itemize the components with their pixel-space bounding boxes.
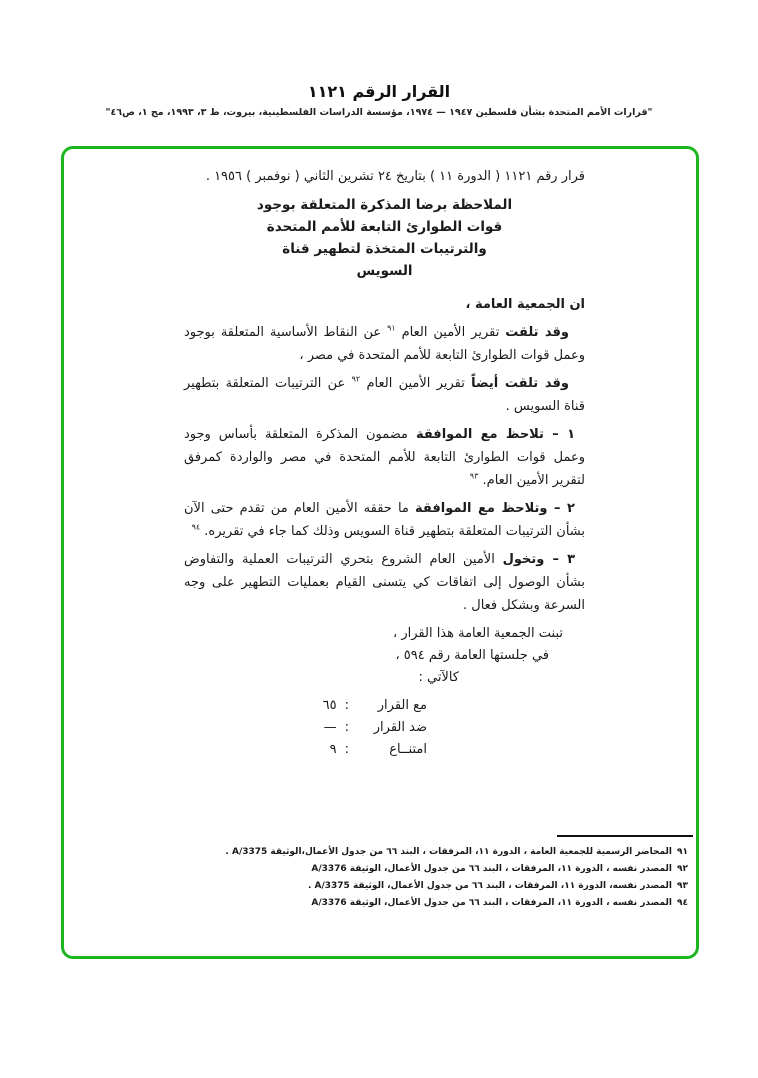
vote-value: —	[323, 720, 337, 735]
footnote-ref: ٩١	[387, 323, 396, 333]
resolution-title-block	[184, 194, 585, 282]
vote-colon: :	[344, 742, 349, 757]
footnote-ref: ٩٣	[469, 471, 479, 481]
item-number: ٣ –	[544, 552, 575, 567]
item-number: ٢ –	[547, 501, 575, 516]
document-title: القرار الرقم ١١٢١	[307, 82, 451, 101]
paragraph-lead: تلاحظ مع الموافقة	[415, 427, 544, 442]
footnote-text: المصدر نفسه، الدورة ١١، المرفقات ، البند ٦٦ من جدول الأعمال، الوثيقة A/3375 .	[307, 881, 672, 891]
footnote-separator	[557, 835, 693, 837]
resolution-title-line: قوات الطوارئ التابعة للأمم المتحدة	[266, 219, 503, 235]
session-line: في جلستها العامة رقم ٥٩٤ ،	[395, 648, 549, 663]
paragraph-text: مضمون المذكرة المتعلقة بأساس وجود وعمل قوات الطوارئ التابعة للأمم المتحدة في مصر والواردة كمرفق لتقرير الأمين العام.	[184, 427, 585, 488]
vote-label: ضد القرار	[373, 720, 427, 735]
footnote-ref: ٩٤	[191, 522, 201, 532]
paragraph-lead: وقد تلقت	[505, 325, 569, 340]
paragraph-text: عن الترتيبات المتعلقة بتطهير قناة السويس .	[184, 376, 585, 414]
adoption-line: تبنت الجمعية العامة هذا القرار ،	[393, 626, 563, 641]
vote-colon: :	[344, 720, 349, 735]
footnote-text: المصدر نفسه ، الدورة ١١، المرفقات ، البند ٦٦ من جدول الأعمال، الوثيقة A/3376	[311, 898, 672, 908]
paragraph-lead: وقد تلقت أيضاً	[471, 376, 569, 391]
vote-value: ٩	[329, 742, 337, 757]
vote-value: ٦٥	[322, 698, 337, 713]
adoption-block	[184, 623, 585, 689]
result-intro-line: كالآتي :	[418, 670, 459, 685]
paragraph-text: تقرير الأمين العام	[395, 325, 506, 340]
footnote-number: ٩٤	[677, 898, 688, 908]
footnote-text: المصدر نفسه ، الدورة ١١، المرفقات ، البند ٦٦ من جدول الأعمال، الوثيقة A/3376	[311, 864, 672, 874]
operative-paragraph	[184, 423, 585, 492]
operative-paragraph	[184, 497, 585, 543]
annotation-highlight-box	[61, 146, 699, 959]
vote-label: امتنــاع	[389, 742, 427, 757]
resolution-title-line: الملاحظة برضا المذكرة المتعلقة بوجود	[256, 197, 513, 213]
footnote-number: ٩٢	[677, 864, 688, 874]
vote-row	[184, 717, 427, 739]
footnote-number: ٩١	[677, 847, 688, 857]
paragraph-text: ما حققه الأمين العام من تقدم حتى الآن بشأن الترتيبات المتعلقة بتطهير قناة السويس وذلك كما جاء في تقريره.	[184, 501, 585, 539]
vote-results	[184, 695, 427, 761]
footnote-ref: ٩٢	[351, 374, 361, 384]
paragraph-text: عن النقاط الأساسية المتعلقة بوجود وعمل قوات الطوارئ التابعة للأمم المتحدة في مصر ،	[184, 325, 585, 363]
vote-colon: :	[344, 698, 349, 713]
resolution-body	[64, 149, 696, 956]
footnote-item	[84, 895, 688, 912]
item-number: ١ –	[543, 427, 576, 442]
vote-row	[184, 695, 427, 717]
document-header	[0, 82, 758, 118]
footnote-item	[84, 861, 688, 878]
resolution-intro: قرار رقم ١١٢١ ( الدورة ١١ ) بتاريخ ٢٤ تشرين الثاني ( نوفمبر ) ١٩٥٦ .	[205, 169, 585, 184]
main-text-column	[184, 165, 585, 761]
resolution-title-line: السويس	[356, 263, 413, 279]
footnotes-block	[84, 844, 688, 912]
paragraph-text: الأمين العام الشروع بتحري الترتيبات العملية والتفاوض بشأن الوصول إلى اتفاقات كي يتسنى القيام بعمليات التطهير على وجه السرعة وبشكل فعال .	[184, 552, 585, 613]
resolution-title-line: والترتيبات المتخذة لتطهير قناة	[282, 241, 487, 257]
footnote-item	[84, 844, 688, 861]
source-citation: "قرارات الأمم المتحدة بشأن فلسطين ١٩٤٧ — ١٩٧٤، مؤسسة الدراسات الفلسطينية، بيروت، ط ٣، ١٩٩٣، مج ١، ص٤٦"	[105, 107, 653, 118]
operative-paragraph	[184, 548, 585, 617]
vote-label: مع القرار	[377, 698, 427, 713]
footnote-item	[84, 878, 688, 895]
preamble-line: ان الجمعية العامة ،	[465, 297, 585, 312]
footnote-text: المحاضر الرسمية للجمعية العامة ، الدورة ١١، المرفقات ، البند ٦٦ من جدول الأعمال،الوثيقة A/3375 .	[225, 847, 672, 857]
paragraph-text: تقرير الأمين العام	[360, 376, 472, 391]
paragraph-lead: وتلاحظ مع الموافقة	[415, 501, 548, 516]
recital-paragraph	[184, 321, 585, 367]
footnote-number: ٩٣	[677, 881, 688, 891]
vote-row	[184, 739, 427, 761]
recital-paragraph	[184, 372, 585, 418]
paragraph-lead: وتخول	[502, 552, 545, 567]
